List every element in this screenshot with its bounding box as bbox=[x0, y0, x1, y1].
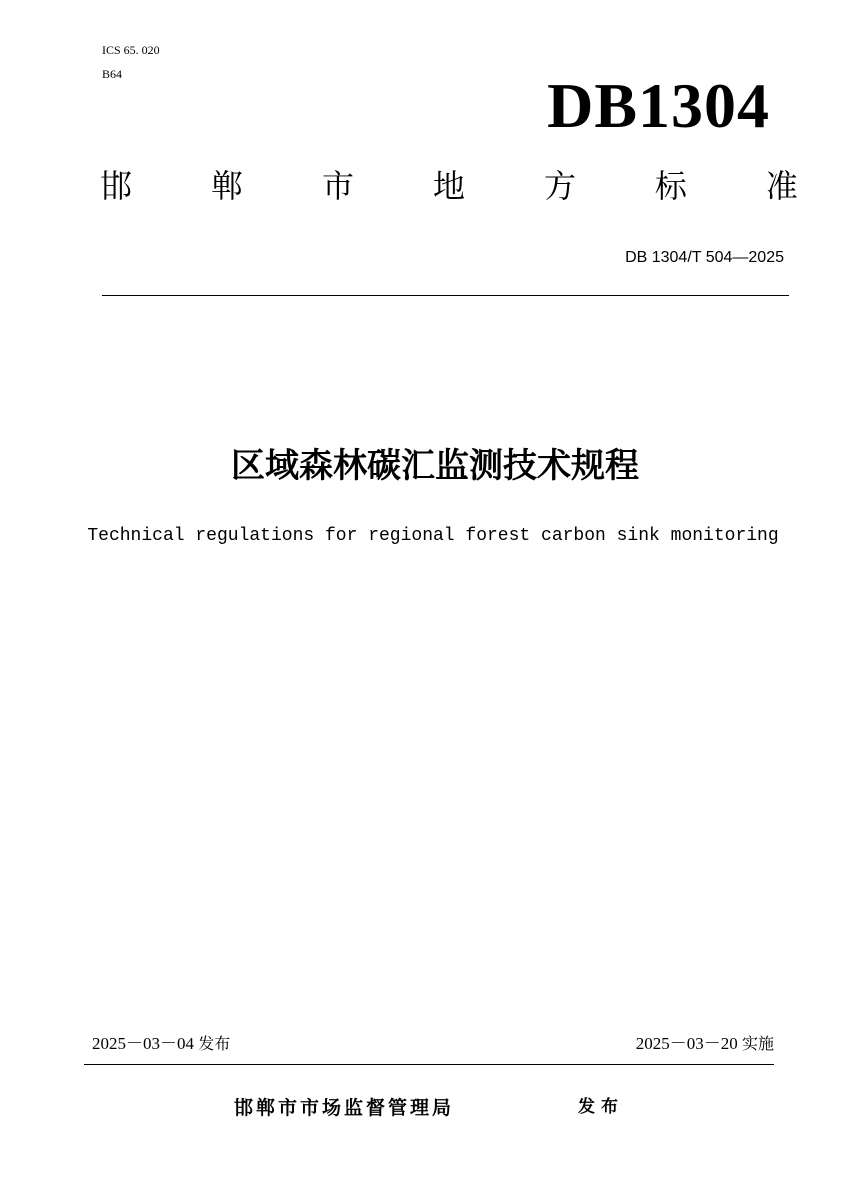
standard-type-char: 标 bbox=[654, 167, 687, 205]
issue-date: 2025－03－04 bbox=[92, 1034, 194, 1053]
standard-number: DB 1304/T 504—2025 bbox=[625, 249, 784, 266]
standard-type-heading bbox=[100, 162, 798, 210]
document-title-chinese: 区域森林碳汇监测技术规程 bbox=[231, 446, 639, 486]
db-standard-mark: DB1304 bbox=[547, 70, 770, 141]
ics-code: ICS 65. 020 bbox=[102, 43, 160, 57]
ccs-code: B64 bbox=[102, 67, 123, 81]
implementation-date-line bbox=[500, 1032, 774, 1056]
header-divider bbox=[102, 295, 789, 296]
issue-date-line bbox=[92, 1032, 230, 1056]
issue-label: 发布 bbox=[198, 1034, 231, 1053]
implementation-label: 实施 bbox=[741, 1034, 774, 1053]
document-title-english: Technical regulations for regional forest carbon sink monitoring bbox=[87, 526, 779, 546]
standard-type-char: 郸 bbox=[210, 167, 243, 205]
standard-type-char: 市 bbox=[321, 167, 354, 205]
standard-type-char: 准 bbox=[765, 167, 798, 205]
implementation-date: 2025－03－20 bbox=[635, 1034, 738, 1053]
standard-type-char: 地 bbox=[432, 167, 465, 205]
standard-type-char: 邯 bbox=[100, 167, 133, 205]
issuer-action: 发布 bbox=[578, 1097, 624, 1117]
standard-type-char: 方 bbox=[543, 167, 576, 205]
issuing-authority: 邯郸市市场监督管理局 bbox=[234, 1097, 455, 1119]
footer-divider bbox=[84, 1064, 774, 1065]
